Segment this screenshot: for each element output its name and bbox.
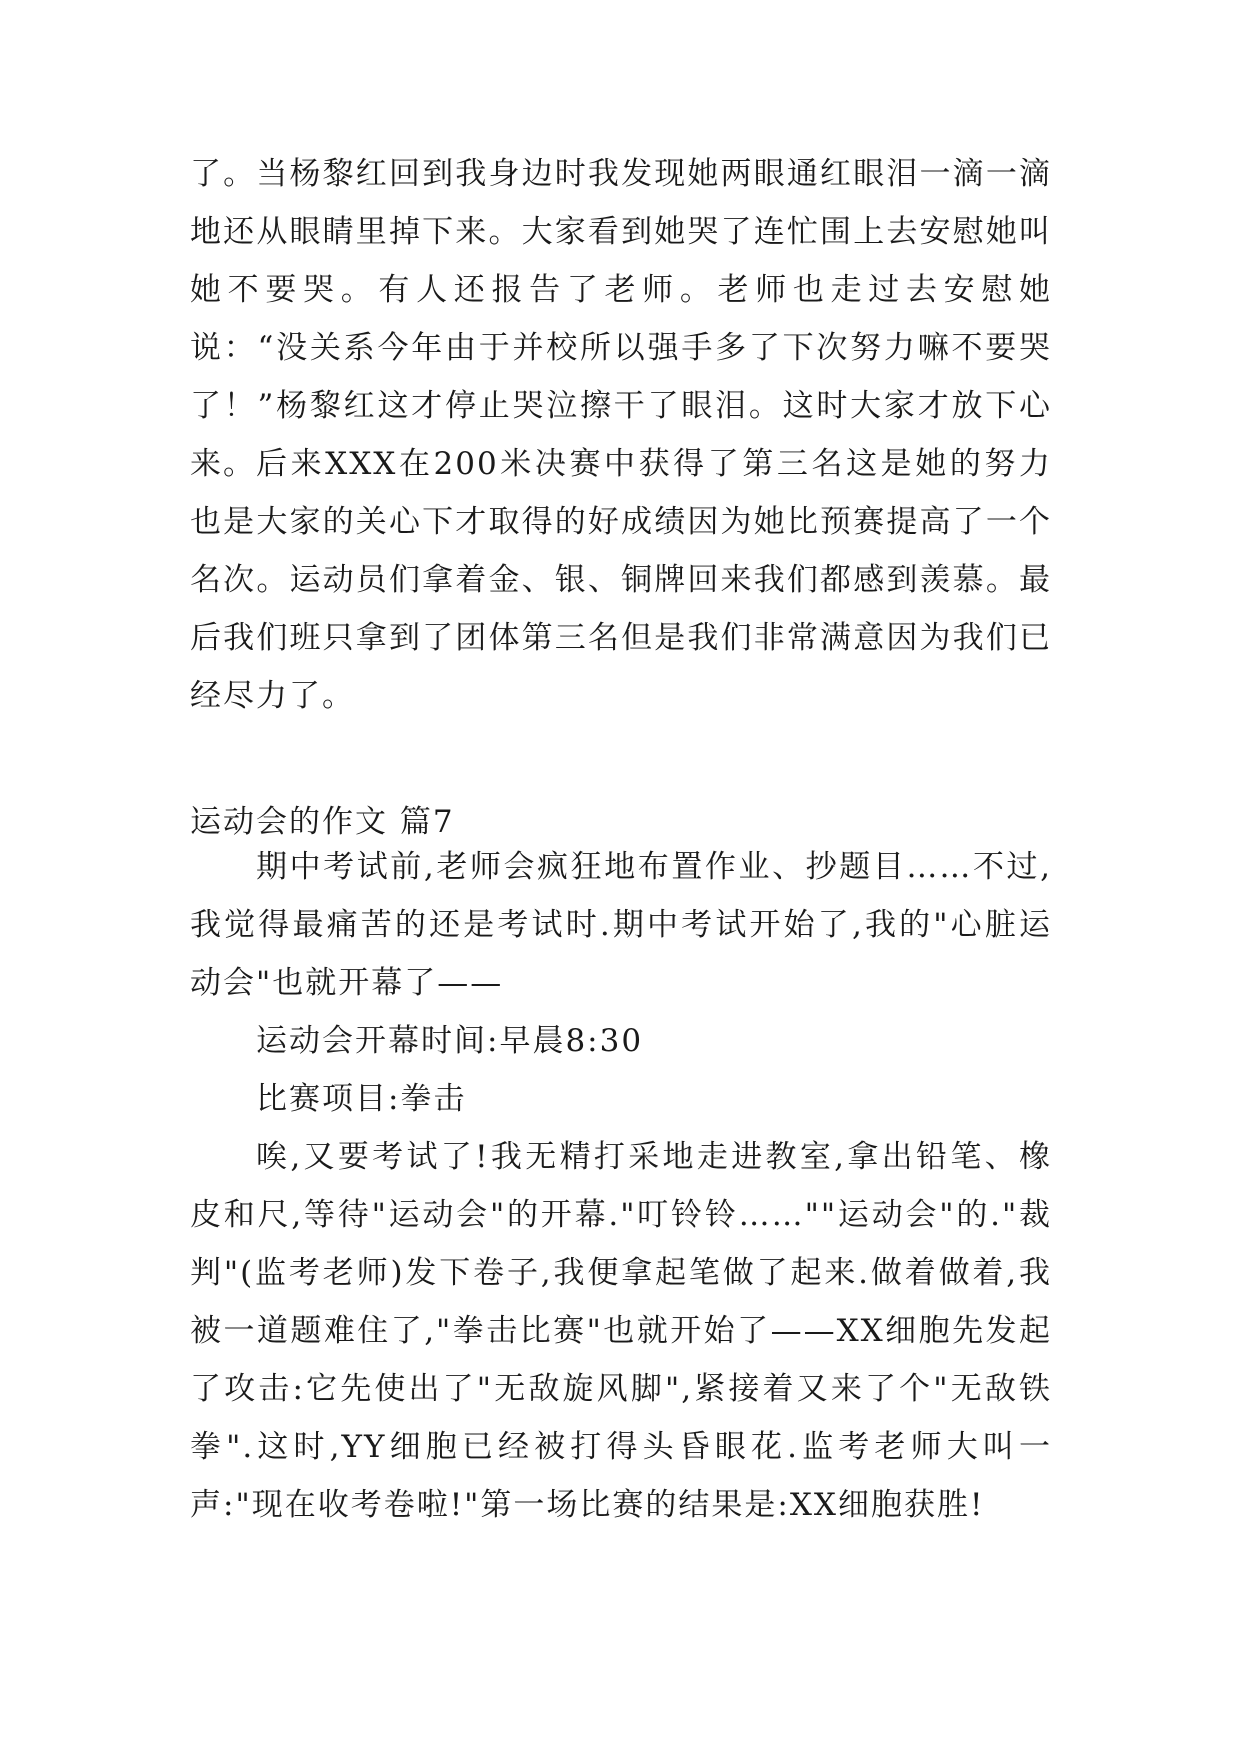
- paragraph-race-result: 后来XXX在200米决赛中获得了第三名这是她的努力也是大家的关心下才取得的好成绩因为她比预赛提高了一个名次。运动员们拿着金、银、铜牌回来我们都感到羡慕。最后我们班只拿到了团体第三名但是我们非常满意因为我们已经尽力了。: [190, 446, 1052, 714]
- paragraph-event: 比赛项目:拳击: [256, 1081, 467, 1117]
- paragraph-exam-story: 唉,又要考试了!我无精打采地走进教室,拿出铅笔、橡皮和尺,等待"运动会"的开幕."叮铃铃……""运动会"的."裁判"(监考老师)发下卷子,我便拿起笔做了起来.做着做着,我被一道题难住了,"拳击比赛"也就开始了——XX细胞先发起了攻击:它先使出了"无敌旋风脚",紧接着又来了个"无敌铁拳".这时,YY细胞已经被打得头昏眼花.监考老师大叫一声:"现在收考卷啦!"第一场比赛的结果是:XX细胞获胜!: [190, 1139, 1052, 1523]
- paragraph-continuation: 了。当杨黎红回到我身边时我发现她两眼通红眼泪一滴一滴地还从眼睛里掉下来。大家看到她哭了连忙围上去安慰她叫她不要哭。有人还报告了老师。老师也走过去安慰她说：“没关系今年由于并校所以强手多了下次努力嘛不要哭了！”杨黎红这才停止哭泣擦干了眼泪。这时大家才放下心来。: [190, 156, 1052, 482]
- paragraph-exam-intro: 期中考试前,老师会疯狂地布置作业、抄题目……不过,我觉得最痛苦的还是考试时.期中考试开始了,我的"心脏运动会"也就开幕了——: [190, 849, 1052, 1001]
- section-heading: 运动会的作文 篇7: [190, 804, 455, 840]
- paragraph-opening-time: 运动会开幕时间:早晨8:30: [256, 1023, 644, 1059]
